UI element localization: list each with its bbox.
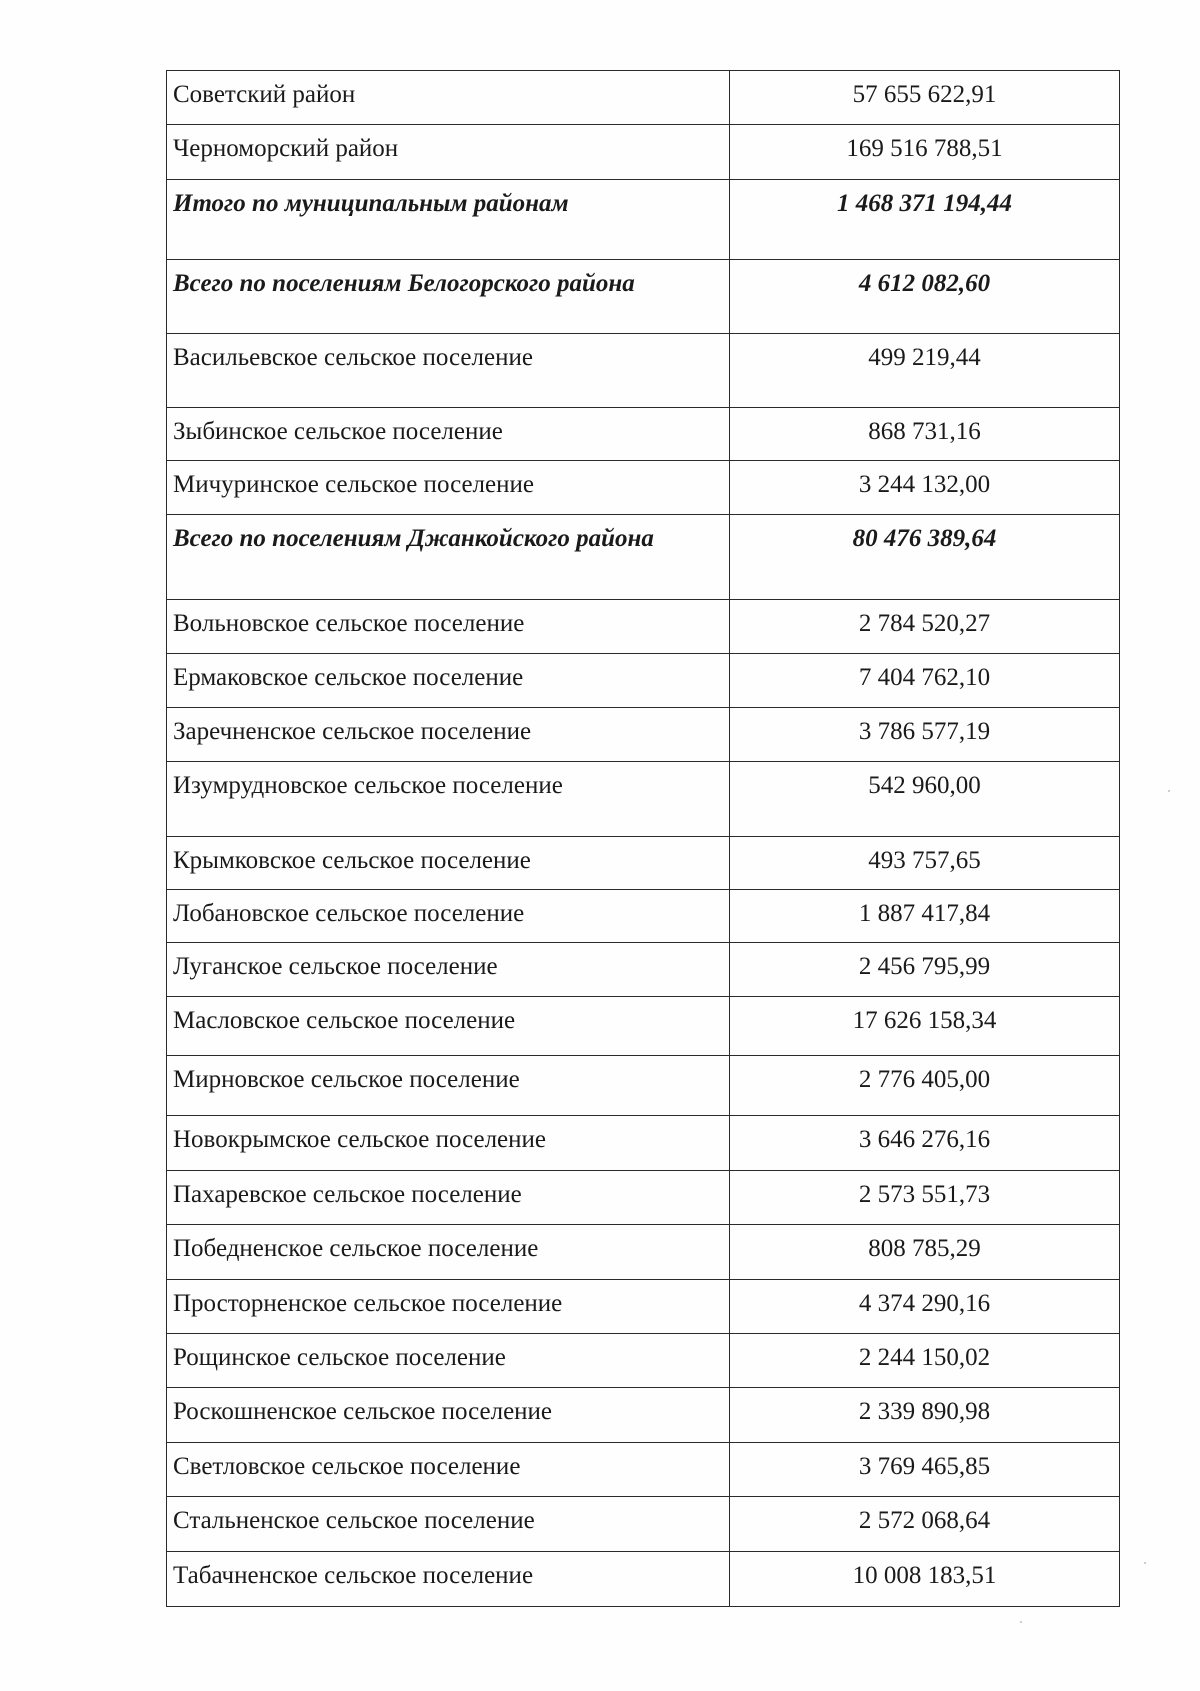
table-row <box>167 1116 1120 1171</box>
table-row <box>167 890 1120 943</box>
row-amount-cell: 2 244 150,02 <box>730 1334 1120 1388</box>
scan-speck <box>1144 1562 1146 1564</box>
table-row <box>167 837 1120 890</box>
row-name-cell: Светловское сельское поселение <box>167 1443 730 1497</box>
row-amount-cell: 80 476 389,64 <box>730 515 1120 600</box>
row-name-cell: Пахаревское сельское поселение <box>167 1171 730 1225</box>
row-amount-cell: 493 757,65 <box>730 837 1120 890</box>
table-row <box>167 125 1120 180</box>
table-row <box>167 1056 1120 1116</box>
table-row-total <box>167 260 1120 334</box>
table-row <box>167 943 1120 997</box>
budget-table <box>166 70 1120 1607</box>
scan-speck <box>1020 1621 1022 1623</box>
row-name-cell: Итого по муниципальным районам <box>167 180 730 260</box>
row-amount-cell: 2 776 405,00 <box>730 1056 1120 1116</box>
row-name-cell: Табачненское сельское поселение <box>167 1552 730 1607</box>
row-amount-cell: 2 339 890,98 <box>730 1388 1120 1443</box>
row-amount-cell: 4 612 082,60 <box>730 260 1120 334</box>
table-row <box>167 1443 1120 1497</box>
row-name-cell: Всего по поселениям Белогорского района <box>167 260 730 334</box>
row-amount-cell: 17 626 158,34 <box>730 997 1120 1056</box>
row-name-cell: Советский район <box>167 71 730 125</box>
row-name-cell: Васильевское сельское поселение <box>167 334 730 408</box>
row-amount-cell: 868 731,16 <box>730 408 1120 461</box>
table-row <box>167 1497 1120 1552</box>
row-amount-cell: 4 374 290,16 <box>730 1280 1120 1334</box>
row-amount-cell: 3 769 465,85 <box>730 1443 1120 1497</box>
row-amount-cell: 10 008 183,51 <box>730 1552 1120 1607</box>
row-amount-cell: 3 646 276,16 <box>730 1116 1120 1171</box>
row-amount-cell: 57 655 622,91 <box>730 71 1120 125</box>
table-row <box>167 1171 1120 1225</box>
scan-speck <box>1168 790 1170 792</box>
row-name-cell: Вольновское сельское поселение <box>167 600 730 654</box>
row-name-cell: Роскошненское сельское поселение <box>167 1388 730 1443</box>
table-row <box>167 1280 1120 1334</box>
row-amount-cell: 808 785,29 <box>730 1225 1120 1280</box>
row-name-cell: Всего по поселениям Джанкойского района <box>167 515 730 600</box>
row-name-cell: Зыбинское сельское поселение <box>167 408 730 461</box>
row-amount-cell: 169 516 788,51 <box>730 125 1120 180</box>
row-amount-cell: 542 960,00 <box>730 762 1120 837</box>
row-amount-cell: 2 573 551,73 <box>730 1171 1120 1225</box>
row-name-cell: Лобановское сельское поселение <box>167 890 730 943</box>
table-row-total <box>167 180 1120 260</box>
row-name-cell: Ермаковское сельское поселение <box>167 654 730 708</box>
row-name-cell: Изумрудновское сельское поселение <box>167 762 730 837</box>
table-row <box>167 708 1120 762</box>
row-name-cell: Просторненское сельское поселение <box>167 1280 730 1334</box>
row-name-cell: Победненское сельское поселение <box>167 1225 730 1280</box>
table-row-total <box>167 515 1120 600</box>
row-name-cell: Рощинское сельское поселение <box>167 1334 730 1388</box>
row-name-cell: Луганское сельское поселение <box>167 943 730 997</box>
table-row <box>167 1552 1120 1607</box>
row-name-cell: Мичуринское сельское поселение <box>167 461 730 515</box>
row-name-cell: Крымковское сельское поселение <box>167 837 730 890</box>
row-amount-cell: 3 786 577,19 <box>730 708 1120 762</box>
table-row <box>167 762 1120 837</box>
row-amount-cell: 2 456 795,99 <box>730 943 1120 997</box>
row-amount-cell: 499 219,44 <box>730 334 1120 408</box>
row-name-cell: Мирновское сельское поселение <box>167 1056 730 1116</box>
row-amount-cell: 7 404 762,10 <box>730 654 1120 708</box>
table-row <box>167 600 1120 654</box>
table-row <box>167 461 1120 515</box>
row-amount-cell: 1 887 417,84 <box>730 890 1120 943</box>
table-row <box>167 71 1120 125</box>
row-amount-cell: 1 468 371 194,44 <box>730 180 1120 260</box>
table-row <box>167 654 1120 708</box>
table-row <box>167 1388 1120 1443</box>
row-name-cell: Заречненское сельское поселение <box>167 708 730 762</box>
row-name-cell: Новокрымское сельское поселение <box>167 1116 730 1171</box>
table-row <box>167 997 1120 1056</box>
row-amount-cell: 2 784 520,27 <box>730 600 1120 654</box>
table-row <box>167 1334 1120 1388</box>
row-amount-cell: 3 244 132,00 <box>730 461 1120 515</box>
row-name-cell: Масловское сельское поселение <box>167 997 730 1056</box>
budget-table-body <box>167 71 1120 1607</box>
row-name-cell: Черноморский район <box>167 125 730 180</box>
table-row <box>167 408 1120 461</box>
row-amount-cell: 2 572 068,64 <box>730 1497 1120 1552</box>
table-row <box>167 1225 1120 1280</box>
table-row <box>167 334 1120 408</box>
row-name-cell: Стальненское сельское поселение <box>167 1497 730 1552</box>
